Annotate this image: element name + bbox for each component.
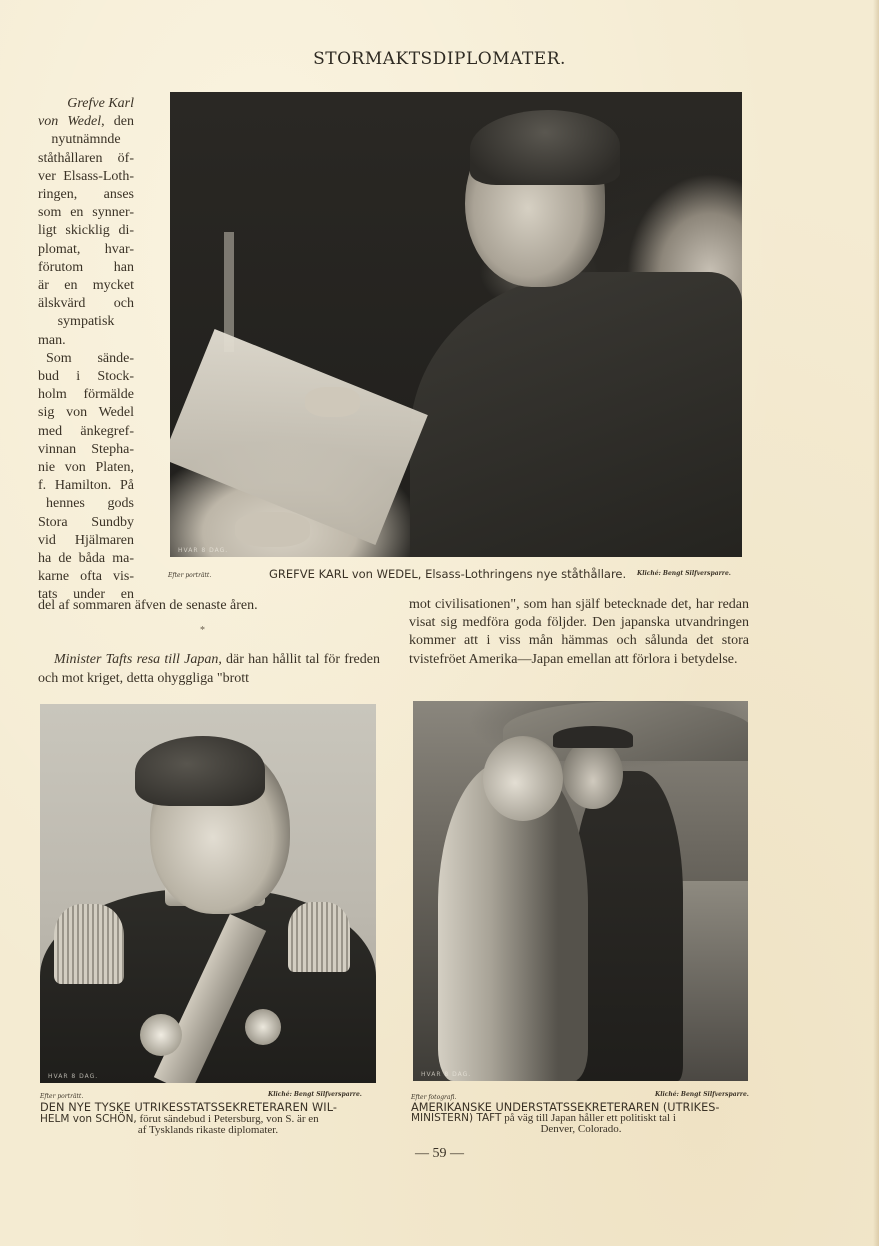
- photo-watermark: HVAR 8 DAG.: [48, 1073, 99, 1080]
- article-taft-right-column: mot civilisationen", som han själf betecknade det, har redan visat sig medföra goda följder. Den japanska utvandringen kommer att i viss mån hämmas och sålunda det stora tvistefröet Amerika—Japan emellan att förlora i betydelse.: [409, 597, 749, 667]
- photo-caption-schon-line1: DEN NYE TYSKE UTRIKESSTATSSEKRETERAREN WIL-: [40, 1101, 338, 1114]
- photo-credit-right: Kliché: Bengt Silfversparre.: [637, 570, 731, 577]
- article-line: bud i Stock-: [38, 369, 134, 385]
- article-line: ringen, anses: [38, 187, 134, 203]
- article-wedel-text: [38, 95, 134, 605]
- photo-watermark: HVAR 8 DAG.: [178, 547, 229, 554]
- article-line: ha de båda ma-: [38, 551, 134, 567]
- photo-caption-schon-line2: HELM von SCHÖN, förut sändebud i Petersburg, von S. är en: [40, 1113, 319, 1125]
- article-taft-lead: Minister Tafts resa till Japan: [54, 652, 219, 667]
- article-wedel-last-line: del af sommaren äfven de senaste åren.: [38, 598, 258, 613]
- photo-caption-taft-line2: MINISTERN) TAFT på väg till Japan håller ett politiskt tal i: [411, 1112, 676, 1124]
- article-line: man.: [38, 332, 66, 348]
- photo-caption-taft-line1: AMERIKANSKE UNDERSTATSSEKRETERAREN (UTRIKES-: [411, 1101, 720, 1114]
- article-line: f. Hamilton. På: [38, 478, 134, 494]
- article-line: är en mycket: [38, 278, 134, 294]
- article-line: holm förmälde: [38, 387, 134, 403]
- article-line: sympatisk: [57, 314, 115, 330]
- article-line: von Wedel, den: [38, 114, 134, 130]
- photo-grefve-wedel: [170, 92, 742, 557]
- photo-caption-taft-line3: Denver, Colorado.: [540, 1123, 622, 1135]
- page-edge: [873, 0, 879, 1246]
- article-line: förutom han: [38, 259, 134, 275]
- article-line: hennes gods: [46, 496, 134, 512]
- photo-taft: [413, 701, 748, 1081]
- article-line: karne ofta vis-: [38, 569, 134, 585]
- article-line: ver Elsass-Loth-: [38, 168, 134, 184]
- photo-credit-left: Efter porträtt.: [168, 572, 212, 579]
- running-title: STORMAKTSDIPLOMATER.: [313, 49, 566, 69]
- article-line: nyutnämnde: [51, 132, 121, 148]
- article-line: som en synner-: [38, 205, 134, 221]
- article-line: vid Hjälmaren: [38, 532, 134, 548]
- page-number: — 59 —: [415, 1146, 464, 1161]
- photo-credit-left: Efter porträtt.: [40, 1093, 84, 1100]
- article-line: vinnan Stepha-: [38, 441, 134, 457]
- photo-watermark: HVAR 8 DAG.: [421, 1071, 472, 1078]
- article-line: ståthållaren öf-: [38, 150, 134, 166]
- article-taft-left-column: Minister Tafts resa till Japan, där han hållit tal för freden och mot kriget, detta ohyggliga "brott: [38, 652, 380, 686]
- article-line: nie von Platen,: [38, 460, 134, 476]
- photo-credit-right: Kliché: Bengt Silfversparre.: [655, 1091, 749, 1098]
- section-separator: *: [200, 625, 205, 636]
- photo-caption-schon-line3: af Tysklands rikaste diplomater.: [137, 1124, 279, 1136]
- article-line: sig von Wedel: [38, 405, 134, 421]
- photo-caption-wedel: GREFVE KARL von WEDEL, Elsass-Lothringens nye ståthållare.: [269, 567, 627, 581]
- article-line: Som sände-: [46, 350, 134, 366]
- article-line: ligt skicklig di-: [38, 223, 134, 239]
- article-line: tats under en: [38, 587, 134, 603]
- article-line: Grefve Karl: [67, 96, 134, 111]
- article-line: med änkegref-: [38, 423, 134, 439]
- article-line: älskvärd och: [38, 296, 134, 312]
- photo-credit-right: Kliché: Bengt Silfversparre.: [268, 1091, 362, 1098]
- article-line: Stora Sundby: [38, 514, 134, 530]
- article-line: plomat, hvar-: [38, 241, 134, 257]
- photo-credit-left: Efter fotografi.: [411, 1094, 457, 1101]
- photo-von-schon: [40, 704, 376, 1083]
